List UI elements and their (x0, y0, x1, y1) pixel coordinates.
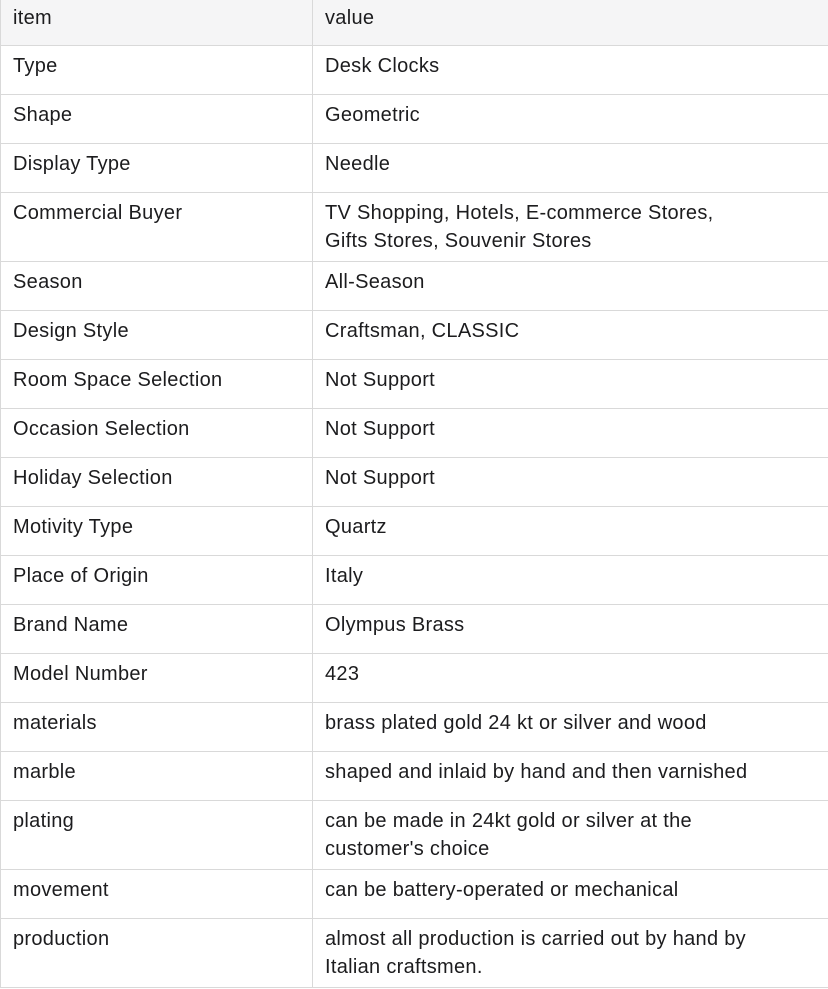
value-cell: Not Support (313, 409, 828, 458)
item-cell: Place of Origin (1, 556, 313, 605)
value-line: Gifts Stores, Souvenir Stores (325, 230, 592, 252)
value-cell: Needle (313, 144, 828, 193)
value-cell (313, 919, 828, 988)
value-cell (313, 801, 828, 870)
item-cell: Shape (1, 95, 313, 144)
value-cell: 423 (313, 654, 828, 703)
value-line: Italian craftsmen. (325, 956, 483, 978)
column-header-value: value (313, 0, 828, 46)
table-body (1, 46, 828, 988)
table-row (1, 870, 828, 919)
table-row (1, 262, 828, 311)
value-cell: Not Support (313, 458, 828, 507)
table-row (1, 605, 828, 654)
table-row (1, 703, 828, 752)
value-cell: brass plated gold 24 kt or silver and wood (313, 703, 828, 752)
item-cell: Occasion Selection (1, 409, 313, 458)
table-row (1, 556, 828, 605)
item-cell: materials (1, 703, 313, 752)
value-line: can be made in 24kt gold or silver at the (325, 810, 692, 832)
value-cell: shaped and inlaid by hand and then varnished (313, 752, 828, 801)
item-cell: plating (1, 801, 313, 870)
table-row (1, 654, 828, 703)
column-header-item: item (1, 0, 313, 46)
item-cell: Commercial Buyer (1, 193, 313, 262)
table-row (1, 458, 828, 507)
value-cell (313, 193, 828, 262)
value-cell: Italy (313, 556, 828, 605)
table-header (1, 0, 828, 46)
item-cell: Brand Name (1, 605, 313, 654)
value-cell: Olympus Brass (313, 605, 828, 654)
item-cell: Holiday Selection (1, 458, 313, 507)
item-cell: movement (1, 870, 313, 919)
item-cell: marble (1, 752, 313, 801)
value-cell: All-Season (313, 262, 828, 311)
item-cell: Motivity Type (1, 507, 313, 556)
table-row (1, 507, 828, 556)
table-row (1, 95, 828, 144)
value-cell: can be battery-operated or mechanical (313, 870, 828, 919)
value-cell: Desk Clocks (313, 46, 828, 95)
table-row (1, 801, 828, 870)
header-row (1, 0, 828, 46)
value-cell: Craftsman, CLASSIC (313, 311, 828, 360)
item-cell: Season (1, 262, 313, 311)
table-row (1, 311, 828, 360)
table-row (1, 409, 828, 458)
item-cell: Model Number (1, 654, 313, 703)
item-cell: Design Style (1, 311, 313, 360)
value-line: customer's choice (325, 838, 490, 860)
table-row (1, 144, 828, 193)
value-line: TV Shopping, Hotels, E-commerce Stores, (325, 202, 714, 224)
table-row (1, 46, 828, 95)
value-cell: Not Support (313, 360, 828, 409)
item-cell: Display Type (1, 144, 313, 193)
item-cell: Room Space Selection (1, 360, 313, 409)
item-cell: production (1, 919, 313, 988)
value-cell: Geometric (313, 95, 828, 144)
table-row (1, 193, 828, 262)
table-row (1, 360, 828, 409)
table-row (1, 919, 828, 988)
table-row (1, 752, 828, 801)
item-cell: Type (1, 46, 313, 95)
value-cell: Quartz (313, 507, 828, 556)
value-line: almost all production is carried out by hand by (325, 928, 746, 950)
